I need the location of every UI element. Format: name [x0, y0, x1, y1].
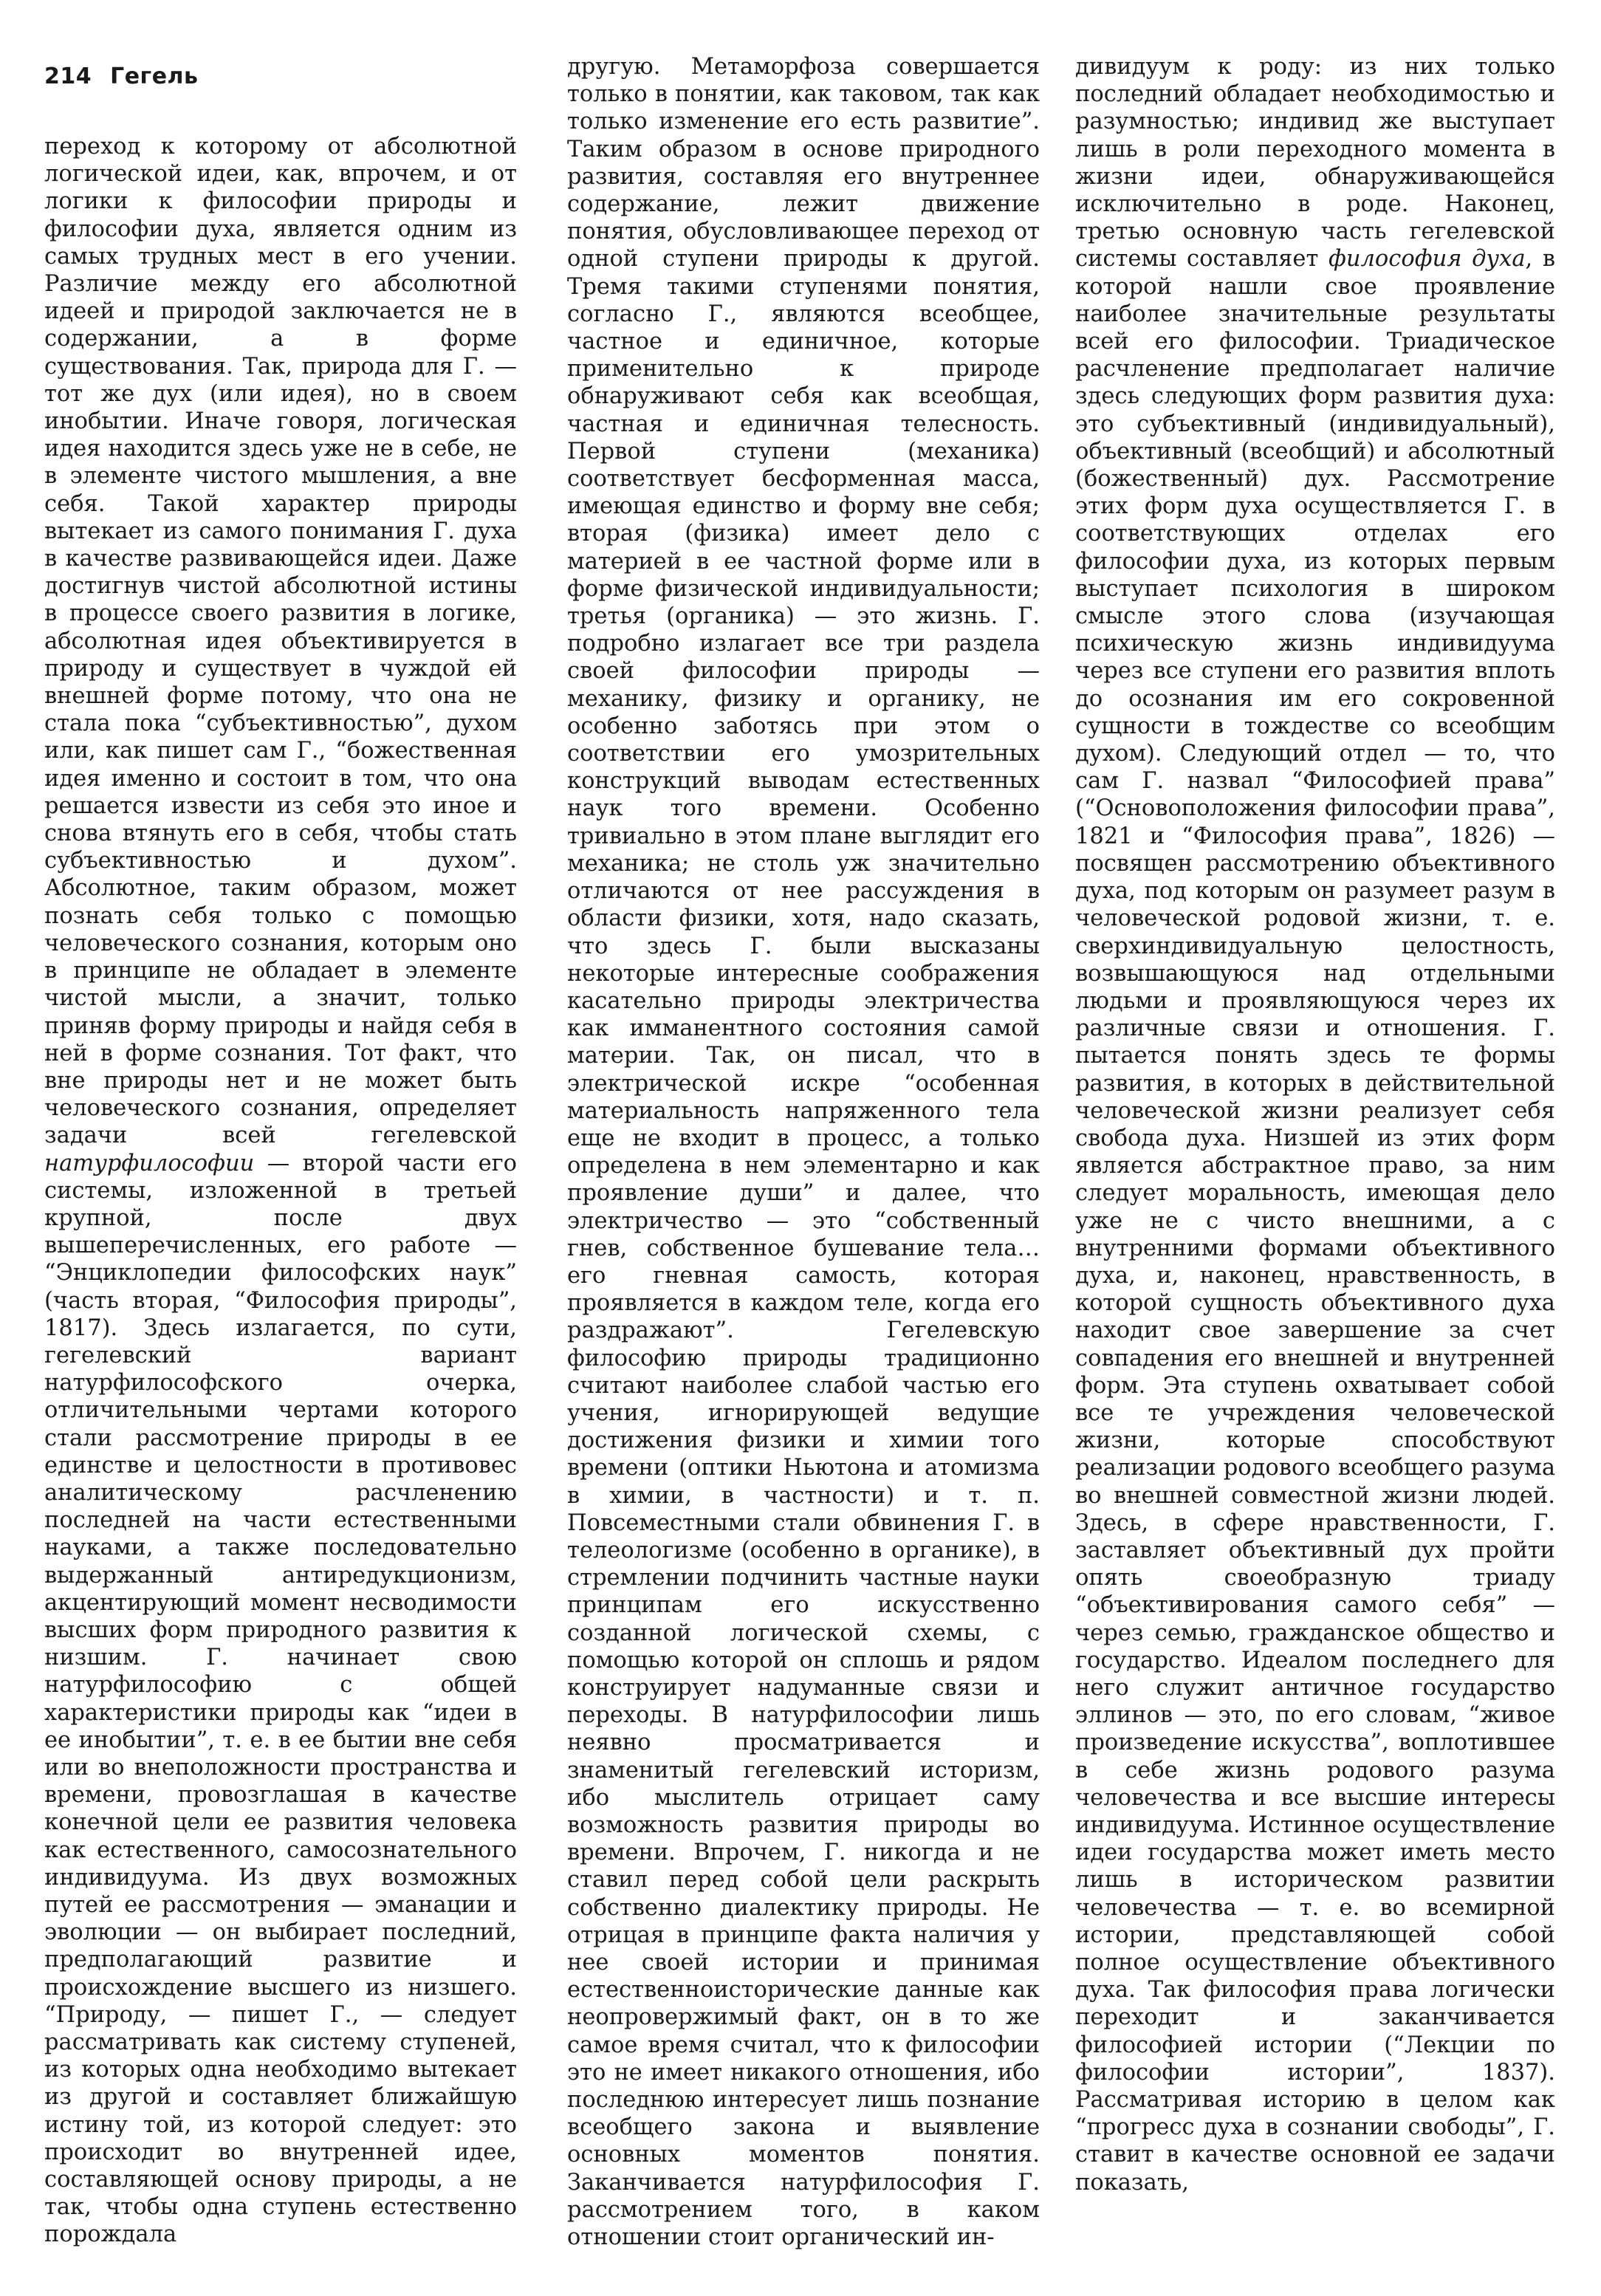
running-header	[44, 64, 199, 89]
page-number: 214	[44, 64, 92, 89]
text-run: дивидуум к роду: из них только последний обладает необходимостью и разумностью; индивид же выступает лишь в роли переходного момента в жизни идеи, обнаруживающейся исключительно в роде. Наконец, третью основную часть гегелевской системы составляет	[1075, 54, 1555, 273]
text-column-3	[1075, 53, 1555, 2278]
italic-term-naturphilosophie: натурфилософии	[44, 1150, 255, 1176]
text-run: , в которой нашли свое проявление наиболее значительные результаты всей его философии. Триадическое расчленение предполагает наличие здесь следующих форм развития духа: это субъективный (индивидуальный), объективный (всеобщий) и абсолютный (божественный) дух. Рассмотрение этих форм духа осуществляется Г. в соответствующих отделах его философии духа, из которых первым выступает психология в широком смысле этого слова (изучающая психическую жизнь индивидуума через все ступени его развития вплоть до осознания им его сокровенной сущности в тождестве со всеобщим духом). Следующий отдел — то, что сам Г. назвал “Философией права” (“Основоположения философии права”, 1821 и “Философия права”, 1826) — посвящен рассмотрению объективного духа, под которым он разумеет разум в человеческой родовой жизни, т. е. сверхиндивидуальную целостность, возвышающуюся над отдельными людьми и проявляющуюся через их различные связи и отношения. Г. пытается понять здесь те формы развития, в которых в действительной человеческой жизни реализует себя свобода духа. Низшей из этих форм является абстрактное право, за ним следует моральность, имеющая дело уже не с чисто внешними, а с внутренними формами объективного духа, и, наконец, нравственность, в которой сущность объективного духа находит свое завершение за счет совпадения его внешней и внутренней форм. Эта ступень охватывает собой все те учреждения человеческой жизни, которые способствуют реализации родового всеобщего разума во внешней совместной жизни людей. Здесь, в сфере нравственности, Г. заставляет объективный дух пройти опять своеобразную триаду “объективирования самого себя” — через семью, гражданское общество и государство. Идеалом последнего для него служит античное государство эллинов — это, по его словам, “живое произведение искусства”, воплотившее в себе жизнь родового разума человечества и все высшие интересы индивидуума. Истинное осуществление идеи государства может иметь место лишь в историческом развитии человечества — т. е. во всемирной истории, представляющей собой полное осуществление объективного духа. Так философия права логически переходит и заканчивается философией истории (“Лекции по философии истории”, 1837). Рассматривая историю в целом как “прогресс духа в сознании свободы”, Г. ставит в качестве основной ее задачи показать,	[1075, 246, 1555, 2196]
column-text	[44, 133, 517, 2249]
text-column-2	[567, 53, 1040, 2278]
italic-term-philosophy-of-spirit: философия духа	[1329, 246, 1526, 273]
text-run: — второй части его системы, изложенной в третьей крупной, после двух вышеперечисленных, его работе — “Энциклопедии философских наук” (часть вторая, “Философия природы”, 1817). Здесь излагается, по сути, гегелевский вариант натурфилософского очерка, отличительными чертами которого стали рассмотрение природы в ее единстве и целостности в противовес аналитическому расчленению последней на части естественными науками, а также последовательно выдержанный антиредукционизм, акцентирующий момент несводимости высших форм природного развития к низшим. Г. начинает свою натурфилософию с общей характеристики природы как “идеи в ее инобытии”, т. е. в ее бытии вне себя или во внеположности пространства и времени, провозглашая в качестве конечной цели ее развития человека как естественного, самосознательного индивидуума. Из двух возможных путей ее рассмотрения — эманации и эволюции — он выбирает последний, предполагающий развитие и происхождение высшего из низшего. “Природу, — пишет Г., — следует рассматривать как систему ступеней, из которых одна необходимо вытекает из другой и составляет ближайшую истину той, из которой следует: это происходит во внутренней идее, составляющей основу природы, а не так, чтобы одна ступень естественно порождала	[44, 1150, 517, 2248]
text-run: другую. Метаморфоза совершается только в понятии, как таковом, так как только изменение его есть развитие”. Таким образом в основе природного развития, составляя его внутреннее содержание, лежит движение понятия, обусловливающее переход от одной ступени природы к другой. Тремя такими ступенями понятия, согласно Г., являются всеобщее, частное и единичное, которые применительно к природе обнаруживают себя как всеобщая, частная и единичная телесность. Первой ступени (механика) соответствует бесформенная масса, имеющая единство и форму вне себя; вторая (физика) имеет дело с материей в ее частной форме или в форме физической индивидуальности; третья (органика) — это жизнь. Г. подробно излагает все три раздела своей философии природы — механику, физику и органику, не особенно заботясь при этом о соответствии его умозрительных конструкций выводам естественных наук того времени. Особенно тривиально в этом плане выглядит его механика; не столь уж значительно отличаются от нее рассуждения в области физики, хотя, надо сказать, что здесь Г. были высказаны некоторые интересные соображения касательно природы электричества как имманентного состояния самой материи. Так, он писал, что в электрической искре “особенная материальность напряженного тела еще не входит в процесс, а только определена в нем элементарно и как проявление души” и далее, что электричество — это “собственный гнев, собственное бушевание тела… его гневная самость, которая проявляется в каждом теле, когда его раздражают”. Гегелевскую философию природы традиционно считают наиболее слабой частью его учения, игнорирующей ведущие достижения физики и химии того времени (оптики Ньютона и атомизма в химии, в частности) и т. п. Повсеместными стали обвинения Г. в телеологизме (особенно в органике), в стремлении подчинить частные науки принципам его искусственно созданной логической схемы, с помощью которой он сплошь и рядом конструирует надуманные связи и переходы. В натурфилософии лишь неявно просматривается и знаменитый гегелевский историзм, ибо мыслитель отрицает саму возможность развития природы во времени. Впрочем, Г. никогда и не ставил перед собой цели раскрыть собственно диалектику природы. Не отрицая в принципе факта наличия у нее своей истории и принимая естественноисторические данные как неопровержимый факт, он в то же самое время считал, что к философии это не имеет никакого отношения, ибо последнюю интересует лишь познание всеобщего закона и выявление основных моментов понятия. Заканчивается натурфилософия Г. рассмотрением того, в каком отношении стоит органический ин-	[567, 54, 1040, 2251]
text-run: переход к которому от абсолютной логической идеи, как, впрочем, и от логики к философии природы и философии духа, является одним из самых трудных мест в его учении. Различие между его абсолютной идеей и природой заключается не в содержании, а в форме существования. Так, природа для Г. — тот же дух (или идея), но в своем инобытии. Иначе говоря, логическая идея находится здесь уже не в себе, не в элементе чистого мышления, а вне себя. Такой характер природы вытекает из самого понимания Г. духа в качестве развивающейся идеи. Даже достигнув чистой абсолютной истины в процессе своего развития в логике, абсолютная идея объективируется в природу и существует в чуждой ей внешней форме потому, что она не стала пока “субъективностью”, духом или, как пишет сам Г., “божественная идея именно и состоит в том, что она решается извести из себя это иное и снова втянуть его в себя, чтобы стать субъективностью и духом”. Абсолютное, таким образом, может познать себя только с помощью человеческого сознания, которым оно в принципе не обладает в элементе чистой мысли, а значит, только приняв форму природы и найдя себя в ней в форме сознания. Тот факт, что вне природы нет и не может быть человеческого сознания, определяет задачи всей гегелевской	[44, 134, 517, 1149]
column-text	[567, 53, 1040, 2251]
running-title: Гегель	[110, 64, 199, 89]
column-text	[1075, 53, 1555, 2196]
text-column-1	[44, 133, 517, 2278]
